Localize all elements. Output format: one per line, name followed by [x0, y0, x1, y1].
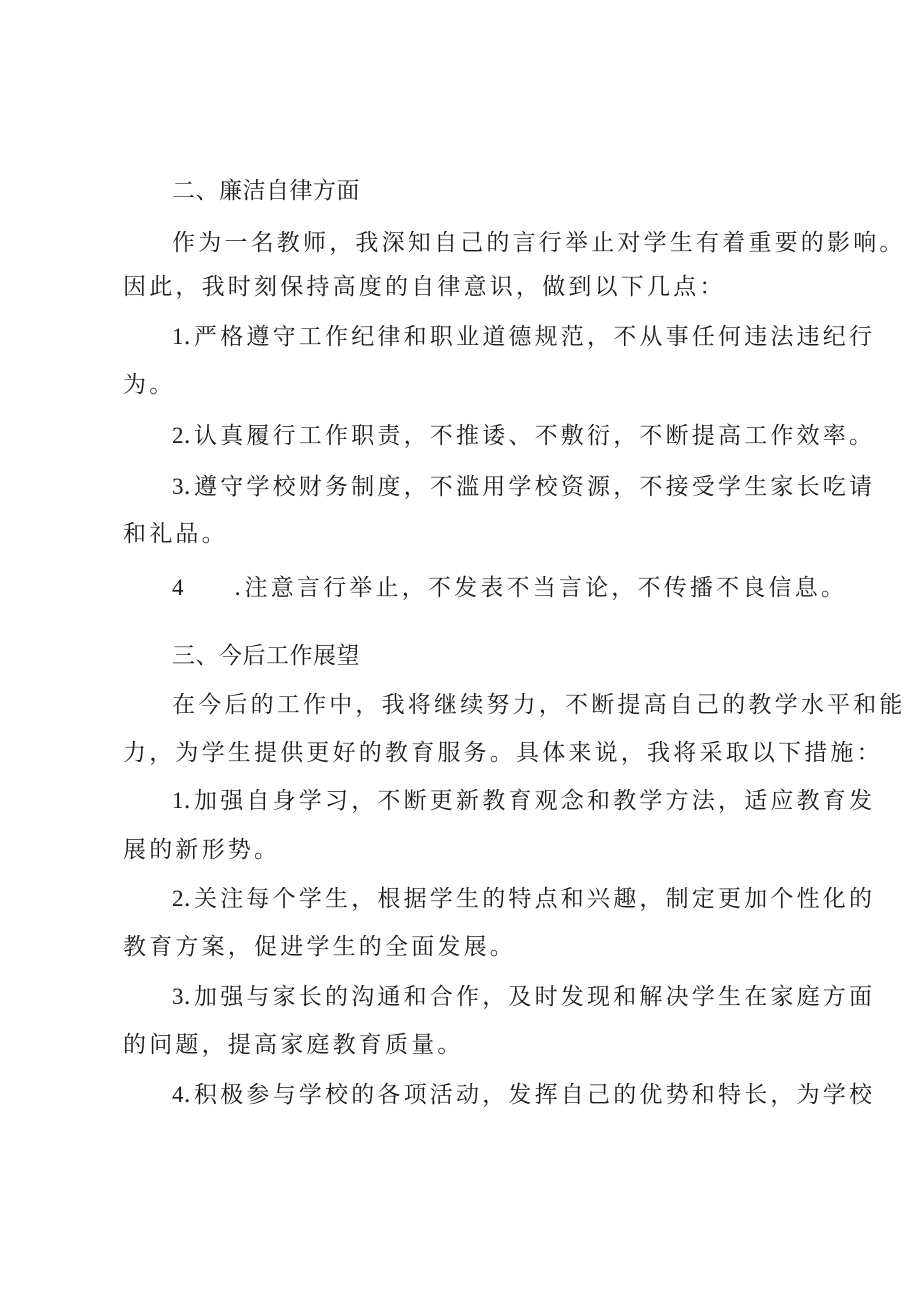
list-item-continuation: 和礼品。 — [123, 521, 228, 547]
list-item-number: 1 — [172, 788, 184, 813]
list-item — [172, 982, 875, 1012]
list-item-continuation: 为。 — [123, 372, 176, 398]
list-item-text: .关注每个学生，根据学生的特点和兴趣，制定更加个性化的 — [183, 886, 876, 912]
list-item-number: 3 — [172, 474, 184, 499]
list-item-text: .积极参与学校的各项活动，发挥自己的优势和特长，为学校 — [183, 1082, 876, 1108]
list-item-number: 3 — [172, 984, 184, 1009]
list-item — [172, 1080, 875, 1110]
paragraph-line: 力，为学生提供更好的教育服务。具体来说，我将采取以下措施： — [123, 740, 883, 766]
list-item-text: .加强与家长的沟通和合作，及时发现和解决学生在家庭方面 — [183, 984, 876, 1010]
list-item-continuation: 的问题，提高家庭教育质量。 — [123, 1032, 464, 1058]
section-heading-discipline: 二、廉洁自律方面 — [172, 178, 360, 204]
list-item — [172, 573, 847, 603]
list-item-number: 4 — [172, 575, 184, 600]
list-item-text: .加强自身学习，不断更新教育观念和教学方法，适应教育发 — [183, 788, 876, 814]
list-item — [172, 884, 875, 914]
list-item-number: 4 — [172, 1082, 184, 1107]
list-item — [172, 322, 875, 352]
list-item-continuation: 展的新形势。 — [123, 837, 281, 863]
list-item-text: .遵守学校财务制度，不滥用学校资源，不接受学生家长吃请 — [183, 474, 876, 500]
list-item-number: 1 — [172, 324, 184, 349]
list-item-text: .注意言行举止，不发表不当言论，不传播不良信息。 — [234, 575, 848, 601]
paragraph-line: 作为一名教师，我深知自己的言行举止对学生有着重要的影响。 — [172, 230, 906, 256]
list-item-text: .认真履行工作职责，不推诿、不敷衍，不断提高工作效率。 — [183, 423, 876, 449]
paragraph-line: 因此，我时刻保持高度的自律意识，做到以下几点： — [123, 274, 726, 300]
list-item-number: 2 — [172, 886, 184, 911]
paragraph-line: 在今后的工作中，我将继续努力，不断提高自己的教学水平和能 — [172, 692, 906, 718]
list-item — [172, 472, 875, 502]
list-item — [172, 421, 875, 451]
list-item-text: .严格遵守工作纪律和职业道德规范，不从事任何违法违纪行 — [183, 324, 876, 350]
list-item-number: 2 — [172, 423, 184, 448]
list-item-continuation: 教育方案，促进学生的全面发展。 — [123, 934, 516, 960]
section-heading-outlook: 三、今后工作展望 — [172, 643, 360, 669]
list-item — [172, 786, 875, 816]
